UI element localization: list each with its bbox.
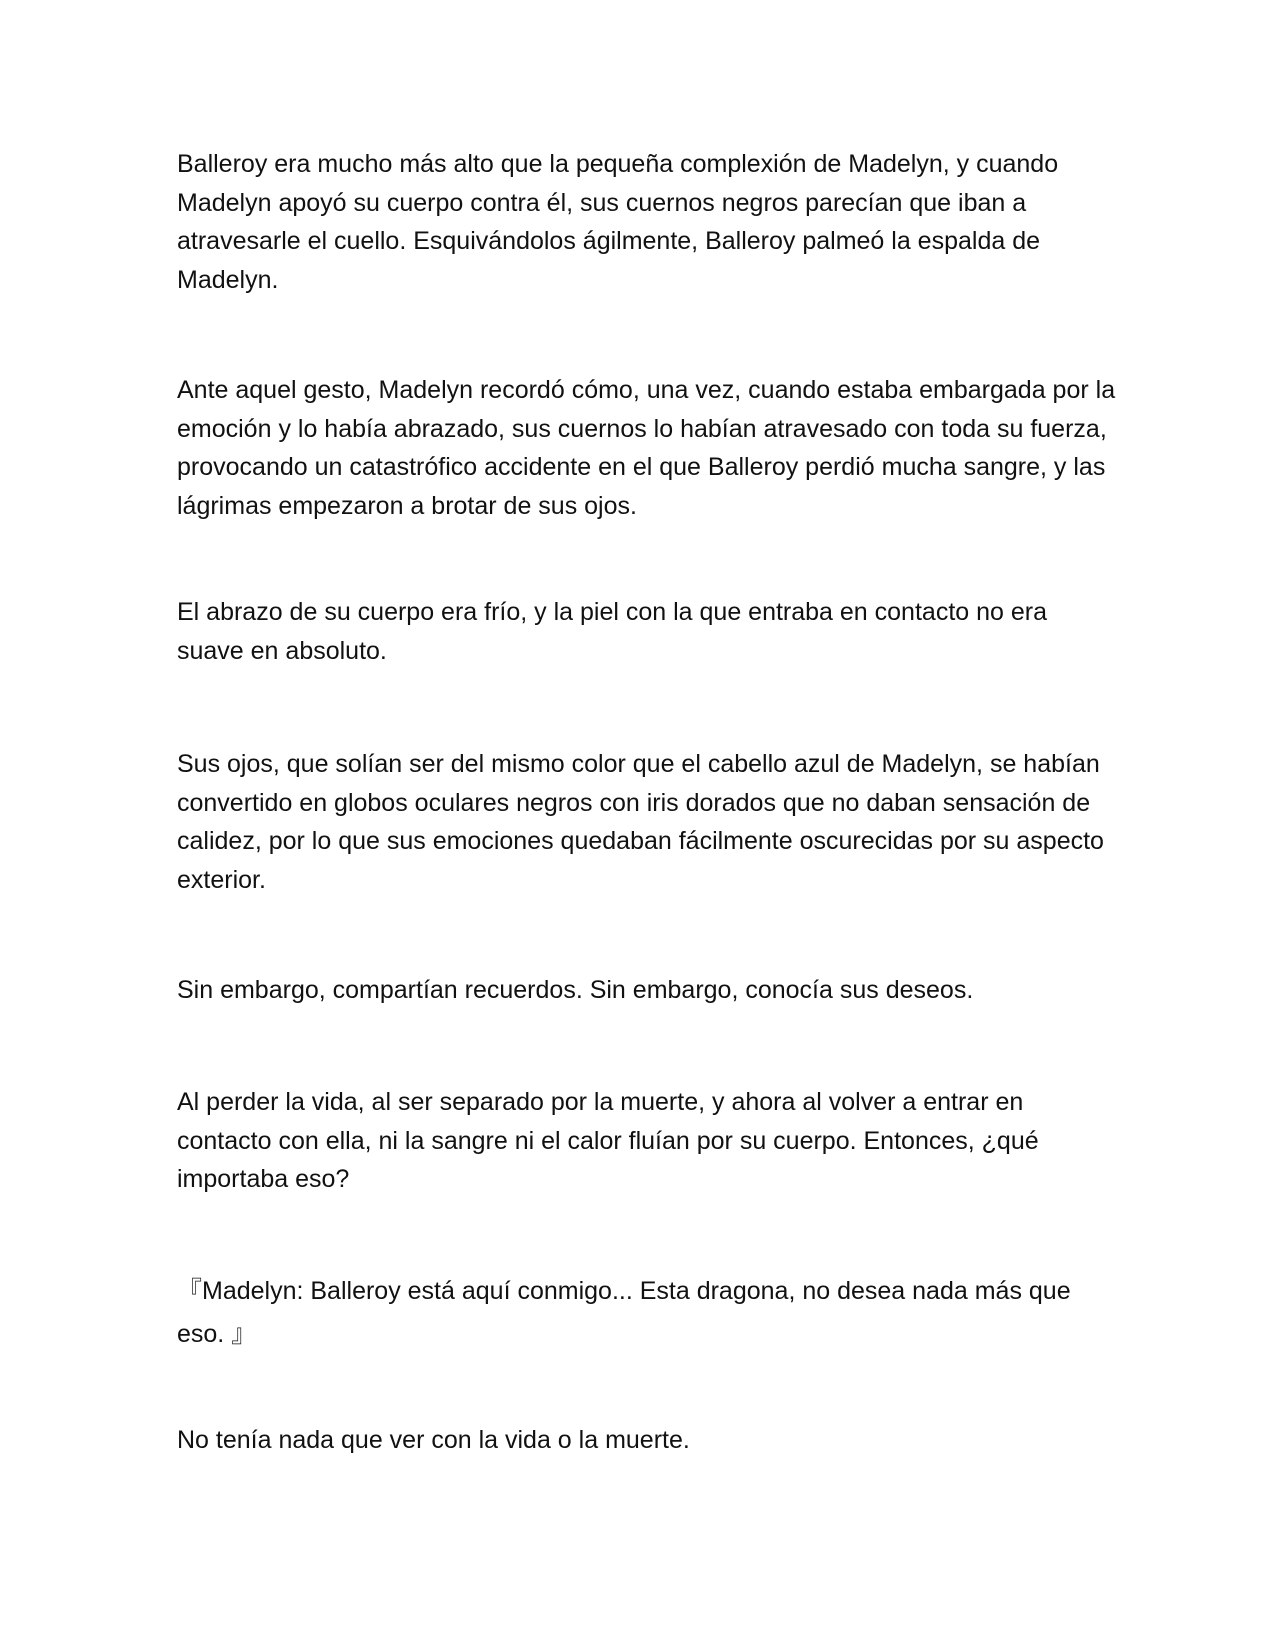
paragraph-1: Balleroy era mucho más alto que la pequeña complexión de Madelyn, y cuando Madelyn apoyó su cuerpo contra él, sus cuernos negros parecían que iban a atravesarle el cuello. Esquivándolos ágilmente, Balleroy palmeó la espalda de Madelyn. [177,150,1059,294]
paragraph-8: No tenía nada que ver con la vida o la muerte. [177,1426,690,1454]
paragraph-5: Sin embargo, compartían recuerdos. Sin embargo, conocía sus deseos. [177,976,974,1004]
paragraph-2: Ante aquel gesto, Madelyn recordó cómo, una vez, cuando estaba embargada por la emoción y lo había abrazado, sus cuernos lo habían atravesado con toda su fuerza, provocando un catastrófico accidente en el que Balleroy perdió mucha sangre, y las lágrimas empezaron a brotar de sus ojos. [177,376,1116,520]
paragraph-4: Sus ojos, que solían ser del mismo color que el cabello azul de Madelyn, se habían convertido en globos oculares negros con iris dorados que no daban sensación de calidez, por lo que sus emociones quedaban fácilmente oscurecidas por su aspecto exterior. [177,750,1104,894]
dialogue-paragraph: 『Madelyn: Balleroy está aquí conmigo... Esta dragona, no desea nada más que eso. 』 [177,1277,1071,1348]
paragraph-3: El abrazo de su cuerpo era frío, y la piel con la que entraba en contacto no era suave en absoluto. [177,598,1047,665]
paragraph-6: Al perder la vida, al ser separado por la muerte, y ahora al volver a entrar en contacto con ella, ni la sangre ni el calor fluían por su cuerpo. Entonces, ¿qué importaba eso? [177,1088,1039,1193]
